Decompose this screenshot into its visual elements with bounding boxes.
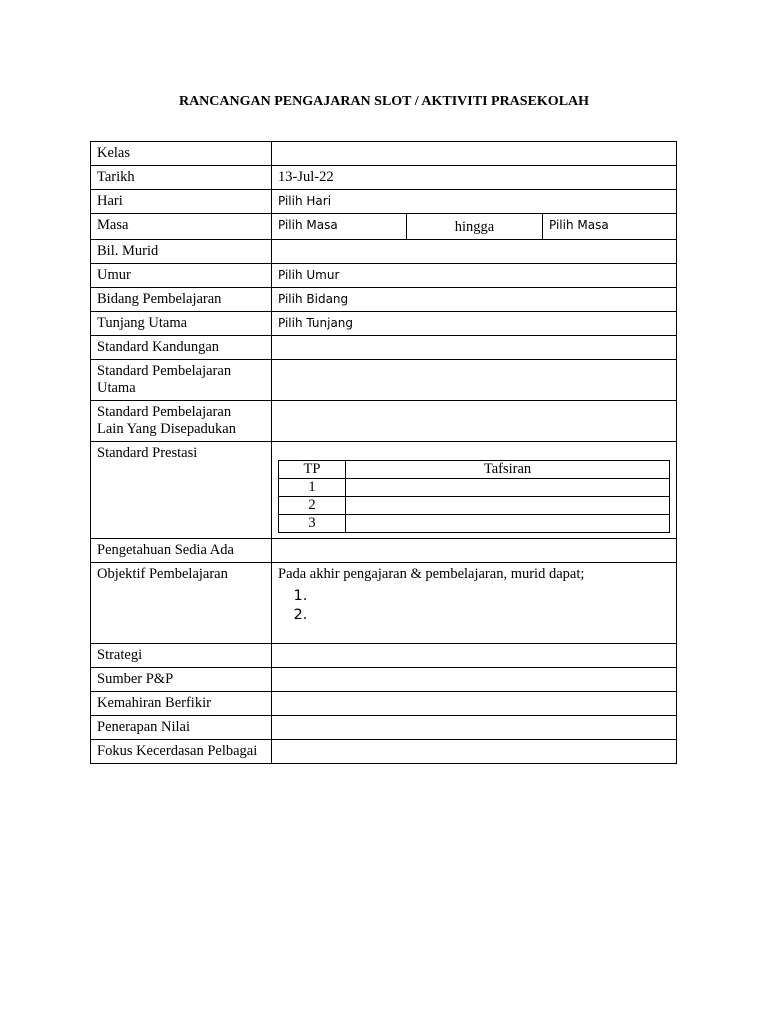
value-standard-pembelajaran-utama[interactable] [272, 360, 677, 401]
label-line-2: Lain Yang Disepadukan [97, 421, 236, 437]
row-standard-kandungan [91, 336, 677, 360]
prestasi-header-row [279, 461, 670, 479]
prestasi-row [279, 479, 670, 497]
value-kemahiran[interactable] [272, 692, 677, 716]
label-standard-prestasi: Standard Prestasi [91, 442, 272, 539]
label-line-1: Standard Pembelajaran [97, 363, 232, 379]
document-title: RANCANGAN PENGAJARAN SLOT / AKTIVITI PRASEKOLAH [178, 94, 590, 109]
hari-dropdown[interactable]: Pilih Hari [272, 190, 677, 214]
label-bidang: Bidang Pembelajaran [91, 288, 272, 312]
objektif-item[interactable] [312, 587, 670, 606]
value-bil-murid[interactable] [272, 240, 677, 264]
masa-to-dropdown[interactable]: Pilih Masa [549, 218, 609, 232]
bidang-dropdown[interactable]: Pilih Bidang [272, 288, 677, 312]
row-standard-pembelajaran-lain [91, 401, 677, 442]
label-umur: Umur [91, 264, 272, 288]
value-penerapan[interactable] [272, 716, 677, 740]
prestasi-row [279, 515, 670, 533]
row-tunjang [91, 312, 677, 336]
value-standard-kandungan[interactable] [272, 336, 677, 360]
label-objektif: Objektif Pembelajaran [91, 563, 272, 644]
label-masa: Masa [91, 214, 272, 240]
value-kelas[interactable] [272, 142, 677, 166]
lesson-plan-table [90, 141, 677, 764]
row-kelas [91, 142, 677, 166]
prestasi-header-tp: TP [279, 461, 346, 479]
label-line-2: Utama [97, 380, 136, 396]
row-standard-pembelajaran-utama [91, 360, 677, 401]
objektif-item[interactable] [312, 606, 670, 625]
label-kelas: Kelas [91, 142, 272, 166]
masa-separator: hingga [407, 214, 543, 239]
row-kemahiran [91, 692, 677, 716]
label-penerapan: Penerapan Nilai [91, 716, 272, 740]
label-bil-murid: Bil. Murid [91, 240, 272, 264]
objektif-cell[interactable] [272, 563, 677, 644]
label-fokus: Fokus Kecerdasan Pelbagai [91, 740, 272, 764]
value-sumber[interactable] [272, 668, 677, 692]
prestasi-level: 2 [279, 497, 346, 515]
label-pengetahuan: Pengetahuan Sedia Ada [91, 539, 272, 563]
prestasi-row [279, 497, 670, 515]
prestasi-header-tafsiran: Tafsiran [346, 461, 670, 479]
row-strategi [91, 644, 677, 668]
value-strategi[interactable] [272, 644, 677, 668]
value-tarikh[interactable]: 13-Jul-22 [272, 166, 677, 190]
row-penerapan [91, 716, 677, 740]
row-hari [91, 190, 677, 214]
umur-dropdown[interactable]: Pilih Umur [272, 264, 677, 288]
row-standard-prestasi [91, 442, 677, 539]
prestasi-tafsiran-cell[interactable] [346, 515, 670, 533]
objektif-list [278, 587, 670, 625]
row-bidang [91, 288, 677, 312]
objektif-intro: Pada akhir pengajaran & pembelajaran, murid dapat; [278, 566, 585, 582]
masa-cell [272, 214, 677, 240]
row-tarikh [91, 166, 677, 190]
prestasi-table [278, 460, 670, 533]
label-sumber: Sumber P&P [91, 668, 272, 692]
row-masa [91, 214, 677, 240]
prestasi-level: 3 [279, 515, 346, 533]
label-tarikh: Tarikh [91, 166, 272, 190]
row-bil-murid [91, 240, 677, 264]
row-umur [91, 264, 677, 288]
row-fokus [91, 740, 677, 764]
prestasi-tafsiran-cell[interactable] [346, 479, 670, 497]
row-pengetahuan [91, 539, 677, 563]
label-kemahiran: Kemahiran Berfikir [91, 692, 272, 716]
row-objektif [91, 563, 677, 644]
row-sumber [91, 668, 677, 692]
prestasi-tafsiran-cell[interactable] [346, 497, 670, 515]
masa-from-dropdown[interactable]: Pilih Masa [272, 214, 407, 239]
value-standard-pembelajaran-lain[interactable] [272, 401, 677, 442]
label-hari: Hari [91, 190, 272, 214]
label-standard-kandungan: Standard Kandungan [91, 336, 272, 360]
value-fokus[interactable] [272, 740, 677, 764]
label-standard-pembelajaran-lain [91, 401, 272, 442]
tunjang-dropdown[interactable]: Pilih Tunjang [272, 312, 677, 336]
label-tunjang: Tunjang Utama [91, 312, 272, 336]
label-strategi: Strategi [91, 644, 272, 668]
prestasi-level: 1 [279, 479, 346, 497]
label-standard-pembelajaran-utama [91, 360, 272, 401]
label-line-1: Standard Pembelajaran [97, 404, 232, 420]
standard-prestasi-cell [272, 442, 677, 539]
value-pengetahuan[interactable] [272, 539, 677, 563]
